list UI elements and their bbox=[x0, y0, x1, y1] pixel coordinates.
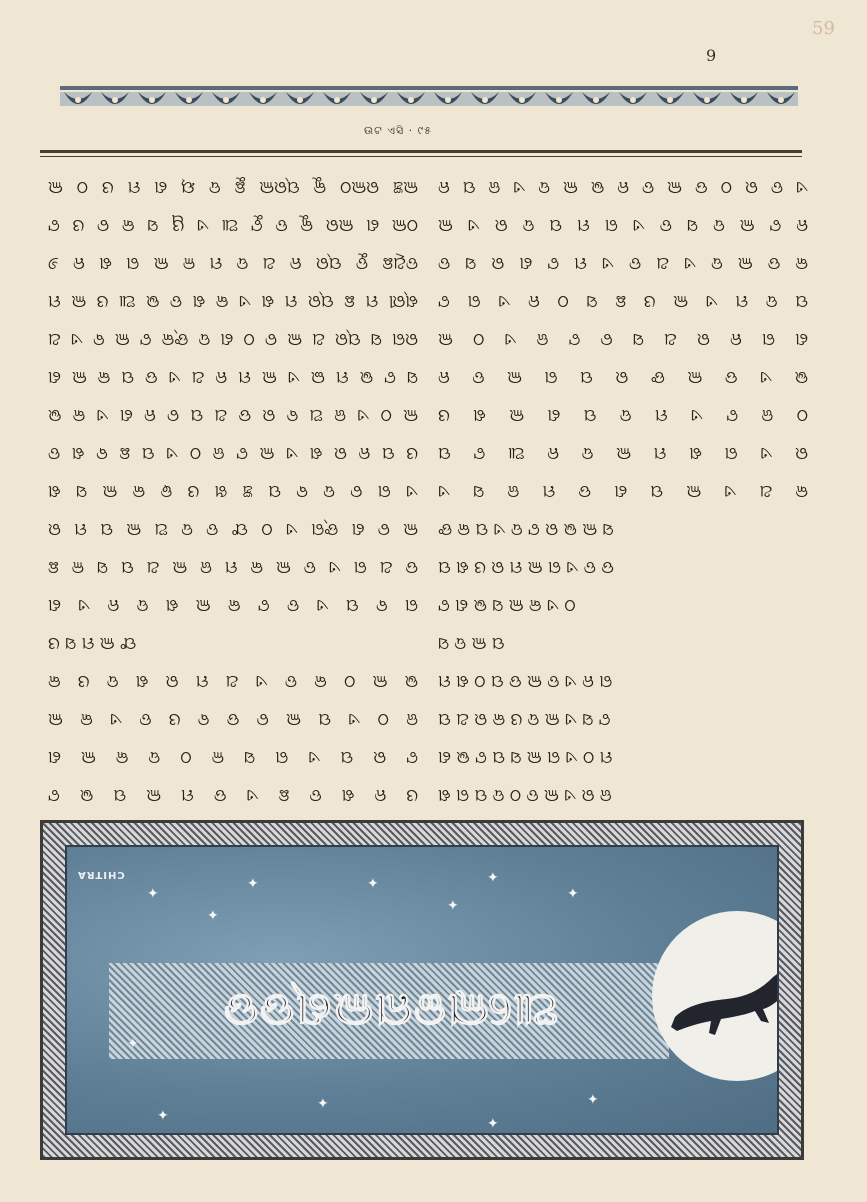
border-motif-dot bbox=[371, 97, 377, 103]
border-motif-dot bbox=[482, 97, 488, 103]
leaping-animal-icon bbox=[667, 957, 779, 1047]
text-line: ଗ ବ ପ ଏ ତ ଟ କ ଲ ଶ ଦ ନ ଏ ଣ bbox=[48, 595, 418, 615]
text-line: ଡ ତ ଏ ଗ ଲ ମ ର ଓ ଶ ପ bbox=[438, 557, 614, 577]
text-line: ଓ ନ ଶ ତ ଛ ଏ ଡ ମ ଲ ପ ଭ ଟ bbox=[48, 785, 418, 805]
text-line: ପ ଦ ମ ଏ ଲ ଓ ଛ ସ ଠ ନ ଏ ଗ ଟ bbox=[438, 291, 808, 311]
text-line: ଟ ର ପ ଏ ଗ ସ ଳ ଠ ଦ କ ଲ ଣ bbox=[48, 747, 418, 767]
border-motif-dot bbox=[593, 97, 599, 103]
border-motif-dot bbox=[75, 97, 81, 103]
text-line: ଭ ଲ ଠ କ ତ ଏ ଥ ମ ର ଶ ଦ ଓ କ bbox=[48, 671, 418, 691]
text-line: ଣ ଗ ନ ର ଥ ସ ଚ ଟ ଜ ଏ ଠ ଲ bbox=[438, 329, 808, 349]
border-motif-dot bbox=[334, 97, 340, 103]
star-icon: ✦ bbox=[487, 1116, 499, 1132]
text-line: ଟ ସ ଏ ଲ ଦ ଓ କ ର ଥ ପ bbox=[438, 709, 611, 729]
star-icon: ✦ bbox=[567, 886, 579, 902]
decorative-border bbox=[60, 82, 798, 118]
ad-night-sky bbox=[65, 845, 779, 1135]
text-line: ଲ ଚ ଣ ଙ୍ଗ ଏ ଠ ଫ ତ ଦ ଅ ଲ ପ ମ ର bbox=[48, 519, 418, 539]
left-text-column bbox=[48, 168, 418, 814]
right-text-column bbox=[438, 168, 808, 814]
star-icon: ✦ bbox=[207, 908, 219, 924]
text-line: ପ ଲ ଦ ସ bbox=[438, 633, 505, 653]
header-rule-thin bbox=[40, 156, 802, 157]
text-line: ଏ ତ ର ଠ ଡ ଲ ତ ନ ଭ ଲ ଦ ଏ ଜ ପ ନ bbox=[438, 177, 808, 197]
text-line: କ ଡ ଲ ଦ ଏ ଥ ତ ଏ ମ ଟ ଣ ର ସ ତ bbox=[438, 253, 808, 273]
border-motif-dot bbox=[408, 97, 414, 103]
text-line: ତଥିଛ ତୁ ପ୍ର ନ ଥ ଦ ମ ଳ ଲ ଗ ଶ ନ ୬ bbox=[48, 253, 418, 273]
text-line: କ ଥ ଏ ଲ ପ ଣ ଡ ମ ଜ ସ ଏ bbox=[438, 481, 808, 501]
page-number: 9 bbox=[706, 46, 717, 65]
star-icon: ✦ bbox=[127, 1036, 139, 1052]
border-motif-dot bbox=[778, 97, 784, 103]
star-icon: ✦ bbox=[447, 898, 459, 914]
border-motif-dot bbox=[519, 97, 525, 103]
text-line: ଗ ନ ଏ ତ ଲ ଡ ପ ଠ ଶ ମ bbox=[438, 671, 613, 691]
star-icon: ✦ bbox=[157, 1108, 169, 1124]
text-line: ଠ ଜ ଟ ଏ ମ ଦ ପ ଣ ଲ ଶ ଓ bbox=[438, 405, 808, 425]
header-rule bbox=[40, 150, 802, 153]
page-corner-mark: 59 bbox=[812, 18, 835, 39]
text-line: ଭ ଏ ଡ ଲ ଙ ର ପ ଗ ଲ ତ ନ bbox=[438, 367, 808, 387]
text-line: ରଗ ସ ପ୍ର ଥ ଲ ଚ ଠ ଣ ଦ ଙ୍କ ଟ ଲ ବ ଏ ଥ bbox=[48, 329, 418, 349]
border-motif-dot bbox=[260, 97, 266, 103]
border-motif-dot bbox=[112, 97, 118, 103]
advertisement-panel bbox=[40, 820, 804, 1160]
border-motif-dot bbox=[186, 97, 192, 103]
border-motif-dot bbox=[630, 97, 636, 103]
ad-brand-label: CHITRA bbox=[77, 869, 125, 880]
border-motif-dot bbox=[297, 97, 303, 103]
text-line: ଠଲ ଣ ଲର କୁ ତ ଟୁ ଆ ଏ ୱ ସ କ ଚ ଓ ଟ bbox=[48, 215, 418, 235]
border-motif-dot bbox=[704, 97, 710, 103]
border-motif-dot bbox=[149, 97, 155, 103]
text-line: ସ ଲ ଭ ର ଟ ଦ ଏ ପ କ ଙ bbox=[438, 519, 614, 539]
text-line: ଡ ଥ ଗ ଏ ତ ଲ କ ମ ଜ ଲ ଥ ପ ସ ଳ ଛ bbox=[48, 557, 418, 577]
border-motif-dot bbox=[741, 97, 747, 103]
star-icon: ✦ bbox=[247, 876, 259, 892]
text-line: ଫ ଲ ମ ସ ଓ bbox=[48, 633, 137, 653]
star-icon: ✦ bbox=[147, 886, 159, 902]
text-line: ଜ ଠ ଏ ପ ଲ ଚ ଡ ବ ଓ ତ ଏ କ ଲ bbox=[48, 709, 418, 729]
border-motif-dot bbox=[556, 97, 562, 103]
text-line: ର ଏ ଗ ଶ ମ ଲ ଦ ନ ଆ ଟ ପ bbox=[438, 443, 808, 463]
text-line: ଶ୍ରୀ ମ ଛ ପ୍ର ମ ଶ ଏ କ ଶ ତ ଭ ଆ ଓ ଲ ମ bbox=[48, 291, 418, 311]
star-icon: ✦ bbox=[317, 1096, 329, 1112]
star-icon: ✦ bbox=[487, 870, 499, 886]
border-motif-dot bbox=[445, 97, 451, 103]
text-line: ଲ ଠ ଏ ଜ ଅ ବ ର ଡ ଥ ପ ଚ ନ ଣ ଏ କ ଭ bbox=[48, 405, 418, 425]
text-line: ମ ଠ ଏ ଗ ଲ ସ ପ ଟ ଭ ଣ bbox=[438, 747, 613, 767]
ad-title: ଆଲୋଚ୍ଚନାଲଣ୍ଡଡ bbox=[221, 984, 559, 1038]
text-line: ଓ ପ ନ ର ଶ ଏ ଲ ଟ ଜ ଠ ଏ ପ ଛ ବ ଶ ତ bbox=[48, 443, 418, 463]
border-motif-dot bbox=[223, 97, 229, 103]
text-line: ନ ଟ ଲ ଦ ସ ତ ଏ ଗ ମ ପ ଦ ର ଏ ଲ bbox=[438, 215, 808, 235]
border-motif-dot bbox=[667, 97, 673, 103]
text-line: ଠ ଏ କ ଲ ସ ଭ ଣ ଟ bbox=[438, 595, 576, 615]
page-subtitle: ଉଟ ଏସି · ୯୫ bbox=[364, 124, 433, 137]
text-line: ସ ଟ ଭ ମ ଇ ଏ ଲ ମ ନ ଥ ଏ ଡ ପ କ ଲ ଣ bbox=[48, 367, 418, 387]
text-line: ଏ ଗ ଚ ଦ ବ ପ ଞ୍ଚ ଖ ଓ ଢ କ ଲ ସ ଶ bbox=[48, 481, 418, 501]
star-icon: ✦ bbox=[587, 1092, 599, 1108]
text-line: ଜ ର ଏ ଲ ତ ଠ ଦ ପ ଗ ଶ bbox=[438, 785, 612, 805]
star-icon: ✦ bbox=[367, 876, 379, 892]
text-line: ଲଞ୍ଚ ରଲଠ କୁ ପ୍ରଲ ଛୁ ଦ ୟ ଣ ମ ଓ ଠ ଲ bbox=[48, 177, 418, 197]
